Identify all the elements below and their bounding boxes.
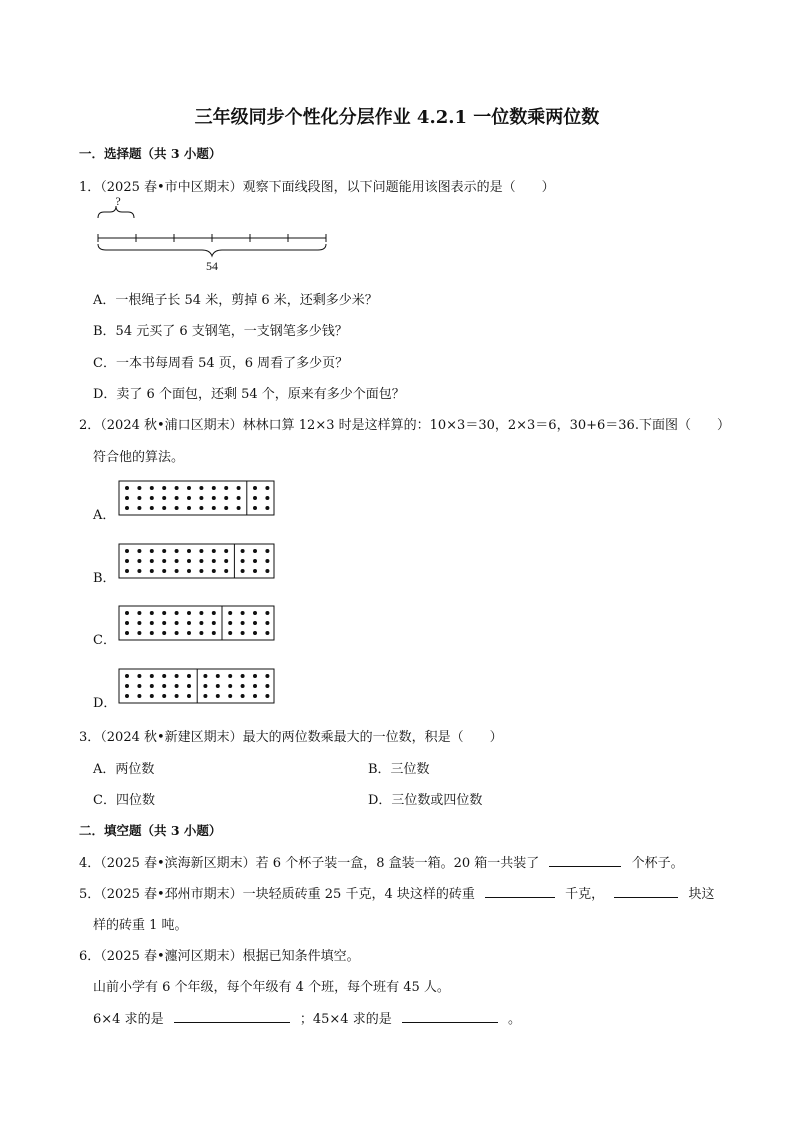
dot [162, 611, 166, 615]
dot [265, 621, 269, 625]
dot [137, 486, 141, 490]
dot [212, 621, 216, 625]
question-2-stem-cont: 符合他的算法。 [93, 450, 185, 465]
dot [203, 684, 207, 688]
dot [162, 684, 166, 688]
dot [175, 684, 179, 688]
q5-text-mid: 千克， [565, 887, 605, 902]
q6-part2-text: ；45×4 求的是 [299, 1012, 392, 1027]
dot [265, 496, 269, 500]
dot [187, 611, 191, 615]
dot [212, 611, 216, 615]
dot [224, 506, 228, 510]
dot [175, 486, 179, 490]
dot [150, 674, 154, 678]
dot [187, 559, 191, 563]
dot-grid-frame [119, 606, 274, 640]
question-5 [79, 883, 714, 902]
q5-text-post: 块这 [688, 887, 715, 902]
dot [175, 549, 179, 553]
dot [199, 549, 203, 553]
q6-part1-text: 6×4 求的是 [93, 1012, 164, 1027]
dot [224, 569, 228, 573]
dot [265, 486, 269, 490]
dot [228, 684, 232, 688]
q6-answer-blank-1[interactable] [174, 1010, 290, 1023]
dot [253, 621, 257, 625]
dot [162, 506, 166, 510]
dot [241, 694, 245, 698]
dot [150, 569, 154, 573]
dot [237, 486, 241, 490]
dot [187, 694, 191, 698]
dot [216, 674, 220, 678]
dot [265, 611, 269, 615]
q6-end-text: 。 [507, 1012, 521, 1027]
dot [187, 684, 191, 688]
q5-answer-blank-1[interactable] [485, 885, 555, 898]
dot [137, 621, 141, 625]
dot-grid-frame [119, 544, 274, 578]
dot [265, 506, 269, 510]
dot [203, 674, 207, 678]
q4-answer-blank[interactable] [549, 854, 621, 867]
dot [125, 569, 129, 573]
dot-grid-frame [119, 669, 274, 703]
dot [199, 631, 203, 635]
q1-option-a: A．一根绳子长 54 米，剪掉 6 米，还剩多少米？ [93, 293, 378, 308]
dot [125, 611, 129, 615]
dot [150, 486, 154, 490]
dot [137, 569, 141, 573]
dot [150, 684, 154, 688]
dot [162, 674, 166, 678]
q1-option-c: C．一本书每周看 54 页，6 周看了多少页？ [93, 356, 349, 371]
dot [175, 496, 179, 500]
dot [125, 631, 129, 635]
dot [150, 496, 154, 500]
dot [137, 506, 141, 510]
dot [162, 559, 166, 563]
dot [199, 486, 203, 490]
dot [125, 506, 129, 510]
dot [150, 549, 154, 553]
dot-grid-a [118, 480, 275, 516]
dot [162, 631, 166, 635]
dot [212, 506, 216, 510]
question-2-stem: 2．（2024 秋•浦口区期末）林林口算 12×3 时是这样算的：10×3＝30，2×3＝6，30+6＝36.下面图（ ） [79, 418, 730, 433]
dot [137, 559, 141, 563]
dot [175, 621, 179, 625]
dot-grid-b [118, 543, 275, 579]
dot [241, 569, 245, 573]
q1-option-b: B．54 元买了 6 支钢笔，一支钢笔多少钱？ [93, 324, 348, 339]
dot [137, 549, 141, 553]
dot [212, 486, 216, 490]
dot [253, 559, 257, 563]
dot [265, 631, 269, 635]
q2-option-a-label: A． [93, 508, 116, 523]
dot [137, 496, 141, 500]
dot [228, 631, 232, 635]
dot [199, 611, 203, 615]
question-4 [79, 852, 684, 871]
dot [137, 611, 141, 615]
dot [162, 496, 166, 500]
dot [162, 569, 166, 573]
dot [224, 559, 228, 563]
dot [199, 621, 203, 625]
dot [162, 621, 166, 625]
dot [228, 694, 232, 698]
q6-parts [93, 1008, 521, 1027]
q3-option-d: D．三位数或四位数 [368, 793, 483, 808]
dot [212, 496, 216, 500]
dot [162, 694, 166, 698]
q4-text-post: 个杯子。 [631, 856, 684, 871]
dot [187, 486, 191, 490]
dot [187, 569, 191, 573]
dot [162, 549, 166, 553]
dot [187, 506, 191, 510]
dot [125, 684, 129, 688]
dot [253, 506, 257, 510]
dot [253, 684, 257, 688]
dot [253, 496, 257, 500]
dot [175, 674, 179, 678]
dot [125, 674, 129, 678]
dot-grid-d [118, 668, 275, 704]
dot [199, 559, 203, 563]
section-heading-fill: 二．填空题（共 3 小题） [79, 823, 222, 838]
dot [212, 569, 216, 573]
dot [265, 694, 269, 698]
dot [199, 506, 203, 510]
dot [137, 674, 141, 678]
dot [265, 684, 269, 688]
dot [187, 496, 191, 500]
dot [175, 506, 179, 510]
dot [241, 631, 245, 635]
q5-answer-blank-2[interactable] [614, 885, 678, 898]
dot [125, 496, 129, 500]
dot [187, 674, 191, 678]
q5-text-pre: 5．（2025 春•邳州市期末）一块轻质砖重 25 千克，4 块这样的砖重 [79, 887, 475, 902]
dot [237, 506, 241, 510]
dot [224, 486, 228, 490]
dot [125, 486, 129, 490]
dot [175, 611, 179, 615]
segment-diagram [96, 194, 336, 276]
dot [175, 559, 179, 563]
q3-option-b: B．三位数 [368, 762, 430, 777]
dot [241, 684, 245, 688]
dot [150, 631, 154, 635]
question-1-stem: 1．（2025 春•市中区期末）观察下面线段图，以下问题能用该图表示的是（ ） [79, 180, 555, 195]
page-title: 三年级同步个性化分层作业 4.2.1 一位数乘两位数 [194, 107, 600, 128]
dot [175, 569, 179, 573]
dot [216, 684, 220, 688]
q2-option-c-label: C． [93, 633, 116, 648]
dot [150, 559, 154, 563]
dot [216, 694, 220, 698]
q6-context: 山前小学有 6 个年级，每个年级有 4 个班，每个班有 45 人。 [93, 980, 450, 995]
q5-text-cont: 样的砖重 1 吨。 [93, 918, 188, 933]
dot [253, 569, 257, 573]
dot [187, 549, 191, 553]
dot [241, 621, 245, 625]
dot-grid-c [118, 605, 275, 641]
section-heading-choice: 一．选择题（共 3 小题） [79, 146, 222, 161]
dot [265, 549, 269, 553]
dot [203, 694, 207, 698]
dot [199, 569, 203, 573]
dot [237, 496, 241, 500]
dot [137, 631, 141, 635]
q2-option-d-label: D． [93, 696, 117, 711]
lower-brace [98, 244, 326, 256]
dot [228, 621, 232, 625]
dot [228, 674, 232, 678]
dot [150, 506, 154, 510]
dot [253, 694, 257, 698]
dot [150, 621, 154, 625]
dot [253, 631, 257, 635]
dot [137, 694, 141, 698]
dot [253, 611, 257, 615]
q3-option-c: C．四位数 [93, 793, 155, 808]
q4-text-pre: 4．（2025 春•滨海新区期末）若 6 个杯子装一盒，8 盒装一箱。20 箱一共装了 [79, 856, 540, 871]
dot [137, 684, 141, 688]
dot [125, 694, 129, 698]
dot-grid-frame [119, 481, 274, 515]
q6-answer-blank-2[interactable] [402, 1010, 498, 1023]
dot [187, 631, 191, 635]
dot [241, 611, 245, 615]
dot [253, 549, 257, 553]
dot [212, 559, 216, 563]
dot [187, 621, 191, 625]
dot [265, 569, 269, 573]
dot [224, 496, 228, 500]
dot [212, 631, 216, 635]
dot [265, 674, 269, 678]
dot [241, 674, 245, 678]
q3-option-a: A．两位数 [93, 762, 155, 777]
dot [150, 694, 154, 698]
q1-option-d: D．卖了 6 个面包，还剩 54 个，原来有多少个面包？ [93, 387, 405, 402]
dot [241, 559, 245, 563]
dot [125, 621, 129, 625]
dot [125, 559, 129, 563]
dot [199, 496, 203, 500]
dot [265, 559, 269, 563]
dot [175, 631, 179, 635]
q2-option-b-label: B． [93, 571, 116, 586]
dot [228, 611, 232, 615]
dot [150, 611, 154, 615]
dot [253, 486, 257, 490]
dot [253, 674, 257, 678]
dot [162, 486, 166, 490]
dot [125, 549, 129, 553]
question-6-stem: 6．（2025 春•瀍河区期末）根据已知条件填空。 [79, 949, 360, 964]
dot [241, 549, 245, 553]
diagram-total-label: 54 [206, 259, 218, 273]
diagram-question-mark: ? [115, 194, 121, 208]
dot [175, 694, 179, 698]
question-3-stem: 3．（2024 秋•新建区期末）最大的两位数乘最大的一位数，积是（ ） [79, 730, 503, 745]
dot [224, 549, 228, 553]
dot [212, 549, 216, 553]
